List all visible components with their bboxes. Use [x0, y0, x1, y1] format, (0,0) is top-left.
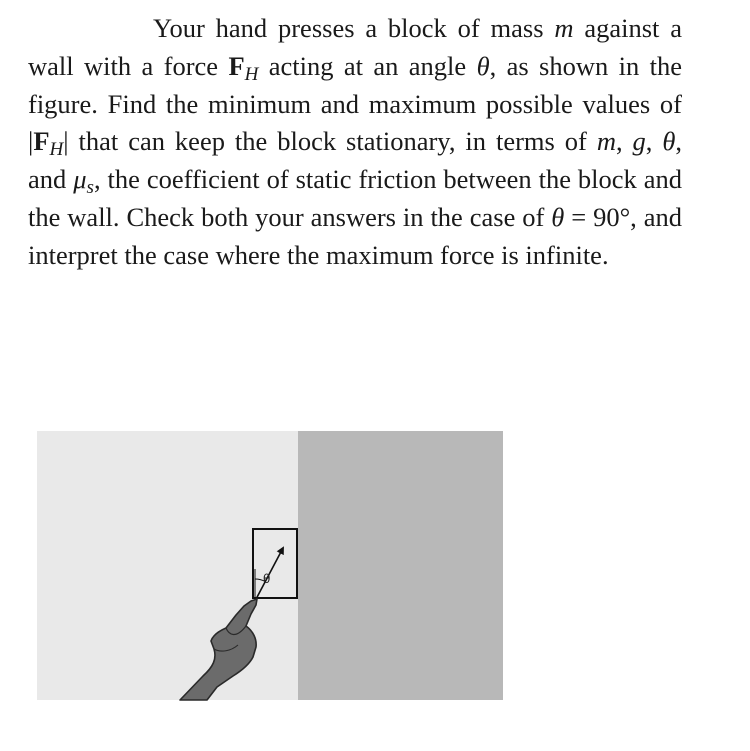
hand-icon [180, 599, 257, 700]
figure-drawing [37, 431, 503, 700]
problem-text: , [615, 126, 633, 157]
var-g: g [632, 126, 646, 157]
var-mu: μ [73, 164, 87, 195]
problem-text: acting at an angle [258, 50, 477, 81]
problem-text: | that can keep the block stationary, in terms of [63, 126, 597, 157]
mu-subscript: s [86, 176, 94, 198]
problem-text: = 90°, and interpret the case where the maximum force is infinite. [28, 201, 682, 270]
problem-text: Your hand presses a block of mass [153, 13, 555, 43]
problem-text: against a wall with a force [28, 13, 682, 81]
problem-text: , the coefficient of static friction between the block and the wall. Check both your answers in the case of [28, 164, 682, 232]
var-theta: θ [551, 201, 565, 232]
force-subscript: H [244, 63, 259, 85]
problem-text: , [645, 126, 663, 157]
problem-text: , as shown in the figure. Find the minimum and maximum possible values of | [28, 50, 682, 157]
var-m: m [554, 13, 574, 43]
theta-label: θ [263, 572, 271, 586]
problem-statement [28, 10, 682, 275]
var-theta: θ [662, 126, 676, 157]
problem-text: , and [28, 126, 683, 195]
force-subscript: H [49, 139, 64, 161]
var-m: m [596, 126, 616, 157]
force-symbol: F [33, 126, 50, 157]
var-theta: θ [476, 50, 490, 81]
hand-block-wall-figure [37, 431, 503, 700]
force-symbol: F [228, 50, 245, 81]
